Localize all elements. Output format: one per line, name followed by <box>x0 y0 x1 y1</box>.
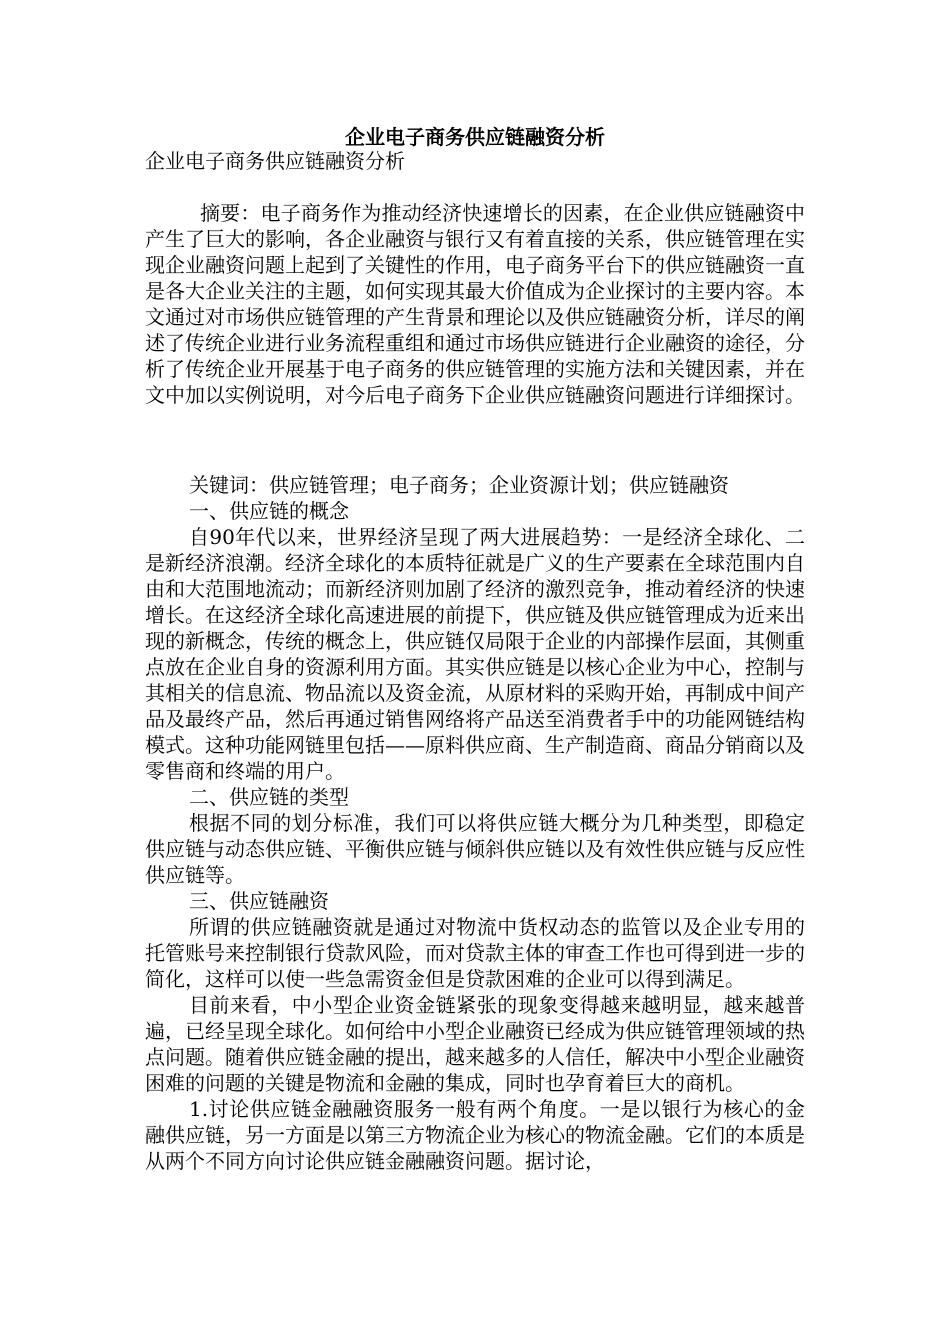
section-paragraph-types: 根据不同的划分标准，我们可以将供应链大概分为几种类型，即稳定供应链与动态供应链、平衡供应链与倾斜供应链以及有效性供应链与反应性供应链等。 <box>145 811 805 887</box>
section-heading-concept: 一、供应链的概念 <box>189 499 349 523</box>
document-title: 企业电子商务供应链融资分析 <box>345 125 605 149</box>
section-paragraph-financing-3: 1.讨论供应链金融融资服务一般有两个角度。一是以银行为核心的金融供应链，另一方面是以第三方物流企业为核心的物流金融。它们的本质是从两个不同方向讨论供应链金融融资问题。据讨论， <box>145 1097 805 1173</box>
section-paragraph-financing-2: 目前来看，中小型企业资金链紧张的现象变得越来越明显，越来越普遍，已经呈现全球化。如何给中小型企业融资已经成为供应链管理领域的热点问题。随着供应链金融的提出，越来越多的人信任，解决中小型企业融资困难的问题的关键是物流和金融的集成，同时也孕育着巨大的商机。 <box>145 993 805 1095</box>
document-subtitle: 企业电子商务供应链融资分析 <box>145 149 405 173</box>
document-body <box>145 472 805 1174</box>
section-heading-financing: 三、供应链融资 <box>189 889 329 913</box>
section-paragraph-financing-1: 所谓的供应链融资就是通过对物流中货权动态的监管以及企业专用的托管账号来控制银行贷款风险，而对贷款主体的审查工作也可得到进一步的简化，这样可以使一些急需资金但是贷款困难的企业可以得到满足。 <box>145 915 805 991</box>
abstract-paragraph: 摘要：电子商务作为推动经济快速增长的因素，在企业供应链融资中产生了巨大的影响，各企业融资与银行又有着直接的关系，供应链管理在实现企业融资问题上起到了关键性的作用，电子商务平台下的供应链融资一直是各大企业关注的主题，如何实现其最大价值成为企业探讨的主要内容。本文通过对市场供应链管理的产生背景和理论以及供应链融资分析，详尽的阐述了传统企业进行业务流程重组和通过市场供应链进行企业融资的途径，分析了传统企业开展基于电子商务的供应链管理的实施方法和关键因素，并在文中加以实例说明，对今后电子商务下企业供应链融资问题进行详细探讨。 <box>145 201 805 407</box>
keywords-line: 关键词：供应链管理；电子商务；企业资源计划；供应链融资 <box>189 473 729 497</box>
section-heading-types: 二、供应链的类型 <box>189 785 349 809</box>
section-paragraph-concept: 自90年代以来，世界经济呈现了两大进展趋势：一是经济全球化、二是新经济浪潮。经济全球化的本质特征就是广义的生产要素在全球范围内自由和大范围地流动；而新经济则加剧了经济的激烈竞争，推动着经济的快速增长。在这经济全球化高速进展的前提下，供应链及供应链管理成为近来出现的新概念，传统的概念上，供应链仅局限于企业的内部操作层面，其侧重点放在企业自身的资源利用方面。其实供应链是以核心企业为中心，控制与其相关的信息流、物品流以及资金流，从原材料的采购开始，再制成中间产品及最终产品，然后再通过销售网络将产品送至消费者手中的功能网链结构模式。这种功能网链里包括——原料供应商、生产制造商、商品分销商以及零售商和终端的用户。 <box>145 525 805 783</box>
